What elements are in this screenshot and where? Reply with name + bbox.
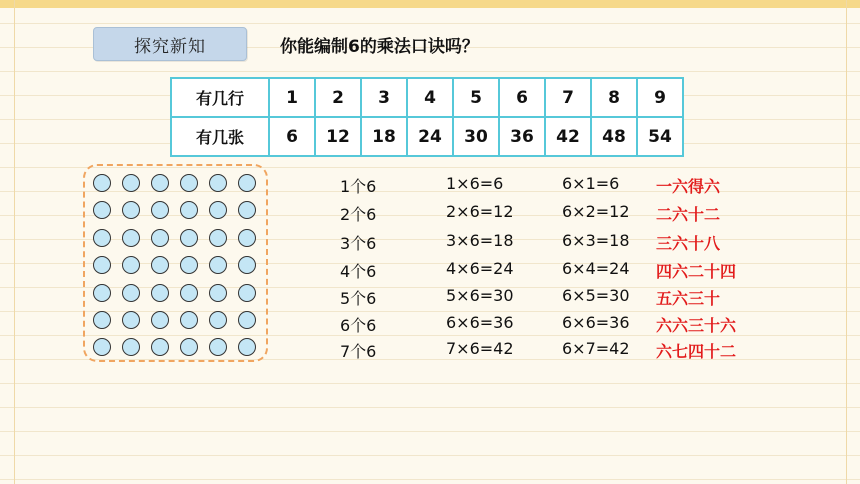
dot (238, 229, 256, 247)
top-accent-bar (0, 0, 860, 8)
table-cell: 18 (361, 117, 407, 156)
dot (93, 284, 111, 302)
dot (122, 201, 140, 219)
dot (238, 201, 256, 219)
table-cell: 5 (453, 78, 499, 117)
count-label: 3个6 (340, 234, 377, 253)
dot (238, 174, 256, 192)
expression-a: 2×6=12 (446, 202, 514, 221)
expression-a: 5×6=30 (446, 286, 514, 305)
dot (209, 229, 227, 247)
table-header-sheets: 有几张 (171, 117, 269, 156)
dot (151, 256, 169, 274)
dot (151, 311, 169, 329)
rhyme-text: 一六得六 (656, 177, 721, 196)
dot (209, 338, 227, 356)
table-cell: 54 (637, 117, 683, 156)
expression-b: 6×6=36 (562, 313, 630, 332)
multiplication-table (170, 77, 684, 157)
rhyme-text: 四六二十四 (656, 262, 737, 281)
rhyme-text: 六七四十二 (656, 342, 737, 361)
dot (122, 311, 140, 329)
dot (180, 256, 198, 274)
table-cell: 4 (407, 78, 453, 117)
dot (238, 284, 256, 302)
expression-b: 6×3=18 (562, 231, 630, 250)
table-cell: 24 (407, 117, 453, 156)
dot (93, 311, 111, 329)
dot (122, 284, 140, 302)
table-cell: 1 (269, 78, 315, 117)
dot (209, 256, 227, 274)
dot (122, 229, 140, 247)
dot (238, 311, 256, 329)
dot (209, 201, 227, 219)
dot (151, 201, 169, 219)
table-cell: 2 (315, 78, 361, 117)
expression-b: 6×1=6 (562, 174, 620, 193)
rhyme-text: 六六三十六 (656, 316, 737, 335)
dot (151, 174, 169, 192)
dot (180, 201, 198, 219)
table-cell: 12 (315, 117, 361, 156)
dot (180, 284, 198, 302)
expression-b: 6×7=42 (562, 339, 630, 358)
count-label: 7个6 (340, 342, 377, 361)
table-cell: 6 (499, 78, 545, 117)
expression-b: 6×2=12 (562, 202, 630, 221)
table-cell: 36 (499, 117, 545, 156)
table-cell: 3 (361, 78, 407, 117)
dot (180, 311, 198, 329)
margin-line-right (846, 0, 847, 484)
rhyme-text: 五六三十 (656, 289, 721, 308)
table-cell: 7 (545, 78, 591, 117)
count-label: 2个6 (340, 205, 377, 224)
rhyme-text: 三六十八 (656, 234, 721, 253)
dot (93, 229, 111, 247)
expression-b: 6×5=30 (562, 286, 630, 305)
dot (122, 256, 140, 274)
count-label: 1个6 (340, 177, 377, 196)
dot (209, 284, 227, 302)
dot (151, 284, 169, 302)
count-label: 5个6 (340, 289, 377, 308)
dot (122, 338, 140, 356)
margin-line-left (14, 0, 15, 484)
question-text: 你能编制6的乘法口诀吗？ (280, 37, 479, 57)
rhyme-text: 二六十二 (656, 205, 721, 224)
table-row-rows (171, 78, 683, 117)
table-cell: 42 (545, 117, 591, 156)
dot (238, 256, 256, 274)
dot (151, 338, 169, 356)
table-cell: 8 (591, 78, 637, 117)
expression-a: 6×6=36 (446, 313, 514, 332)
dot (93, 338, 111, 356)
table-cell: 48 (591, 117, 637, 156)
dot (151, 229, 169, 247)
dot (93, 174, 111, 192)
dot (180, 338, 198, 356)
expression-a: 4×6=24 (446, 259, 514, 278)
section-tag: 探究新知 (93, 27, 247, 61)
dot (180, 229, 198, 247)
table-header-rows: 有几行 (171, 78, 269, 117)
count-label: 6个6 (340, 316, 377, 335)
table-cell: 9 (637, 78, 683, 117)
dot (209, 311, 227, 329)
table-cell: 30 (453, 117, 499, 156)
expression-a: 3×6=18 (446, 231, 514, 250)
dot (209, 174, 227, 192)
dot (93, 201, 111, 219)
table-cell: 6 (269, 117, 315, 156)
dot (238, 338, 256, 356)
dot (180, 174, 198, 192)
expression-a: 1×6=6 (446, 174, 504, 193)
dot-array-box (83, 164, 268, 362)
dot (93, 256, 111, 274)
table-row-sheets (171, 117, 683, 156)
expression-b: 6×4=24 (562, 259, 630, 278)
count-label: 4个6 (340, 262, 377, 281)
dot (122, 174, 140, 192)
expression-a: 7×6=42 (446, 339, 514, 358)
